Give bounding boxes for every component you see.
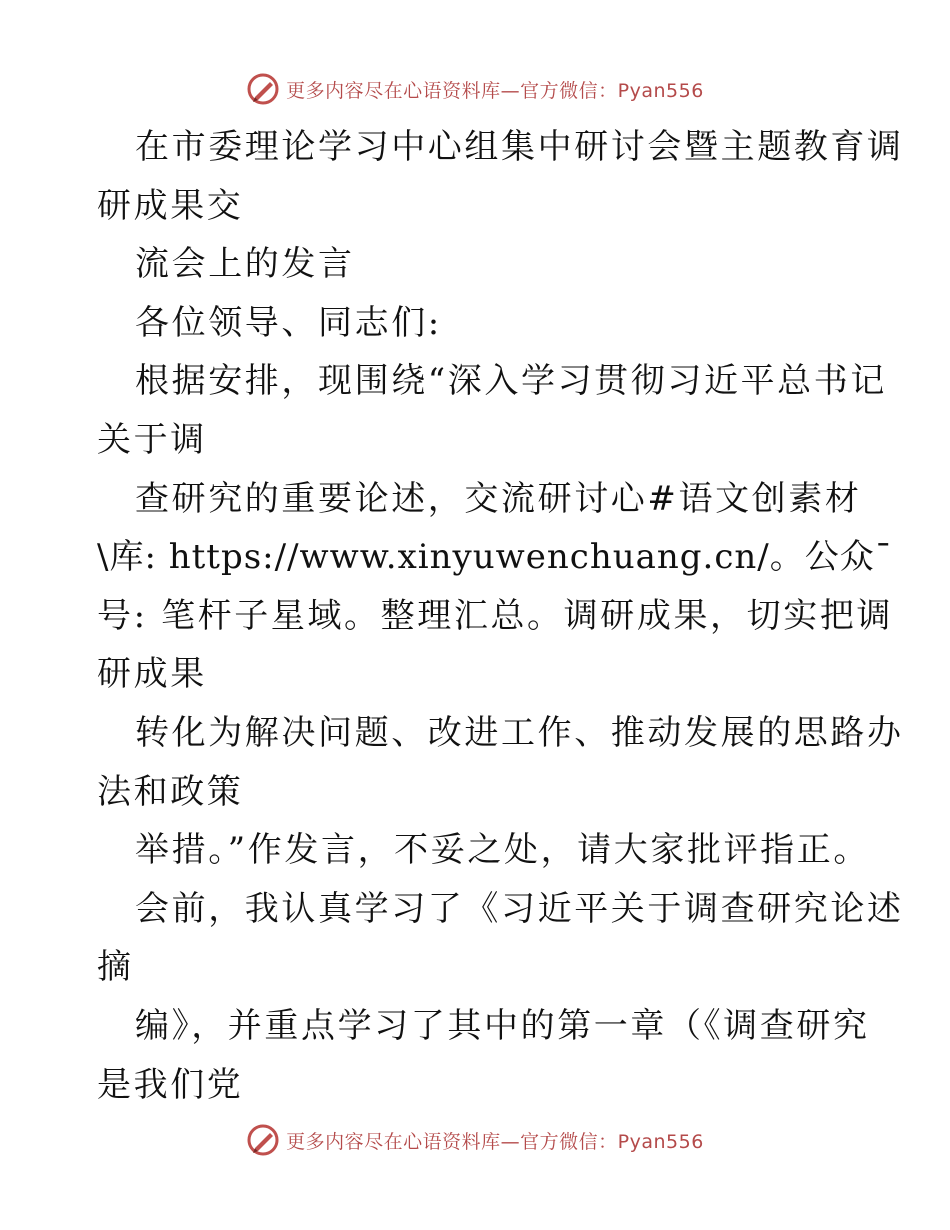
text-line: \库: https://www.xinyuwenchuang.cn/。公众¯ bbox=[97, 537, 893, 578]
text-line: 法和政策 bbox=[97, 771, 244, 812]
header-banner-text: 更多内容尽在心语资料库—官方微信：Pyan556 bbox=[286, 79, 704, 102]
document-body bbox=[97, 118, 904, 1114]
text-line: 在市委理论学习中心组集中研讨会暨主题教育调 bbox=[135, 127, 904, 167]
text-line: 研成果交 bbox=[97, 185, 244, 226]
text-line: 根据安排，现围绕“深入学习贯彻习近平总书记 bbox=[135, 361, 887, 402]
pen-logo-icon bbox=[246, 1123, 280, 1157]
text-line: 号: 笔杆子星域。整理汇总。调研成果，切实把调 bbox=[97, 595, 894, 636]
text-line: 流会上的发言 bbox=[135, 244, 355, 285]
footer-banner-text: 更多内容尽在心语资料库—官方微信：Pyan556 bbox=[286, 1130, 704, 1153]
text-line: 举措。”作发言，不妥之处，请大家批评指正。 bbox=[135, 830, 870, 871]
header-watermark bbox=[0, 72, 950, 106]
text-line: 研成果 bbox=[97, 654, 207, 695]
text-line: 各位领导、同志们: bbox=[135, 302, 442, 343]
text-line: 编》，并重点学习了其中的第一章（《调查研究 bbox=[135, 1005, 870, 1046]
text-line: 会前，我认真学习了《习近平关于调查研究论述 bbox=[135, 888, 904, 929]
text-line: 查研究的重要论述，交流研讨心#语文创素材 bbox=[135, 478, 862, 519]
pen-logo-icon bbox=[246, 72, 280, 106]
text-line: 关于调 bbox=[97, 419, 207, 460]
text-line: 是我们党 bbox=[97, 1064, 244, 1105]
footer-watermark bbox=[0, 1123, 950, 1157]
text-line: 摘 bbox=[97, 947, 134, 988]
text-line: 转化为解决问题、改进工作、推动发展的思路办 bbox=[135, 712, 904, 753]
